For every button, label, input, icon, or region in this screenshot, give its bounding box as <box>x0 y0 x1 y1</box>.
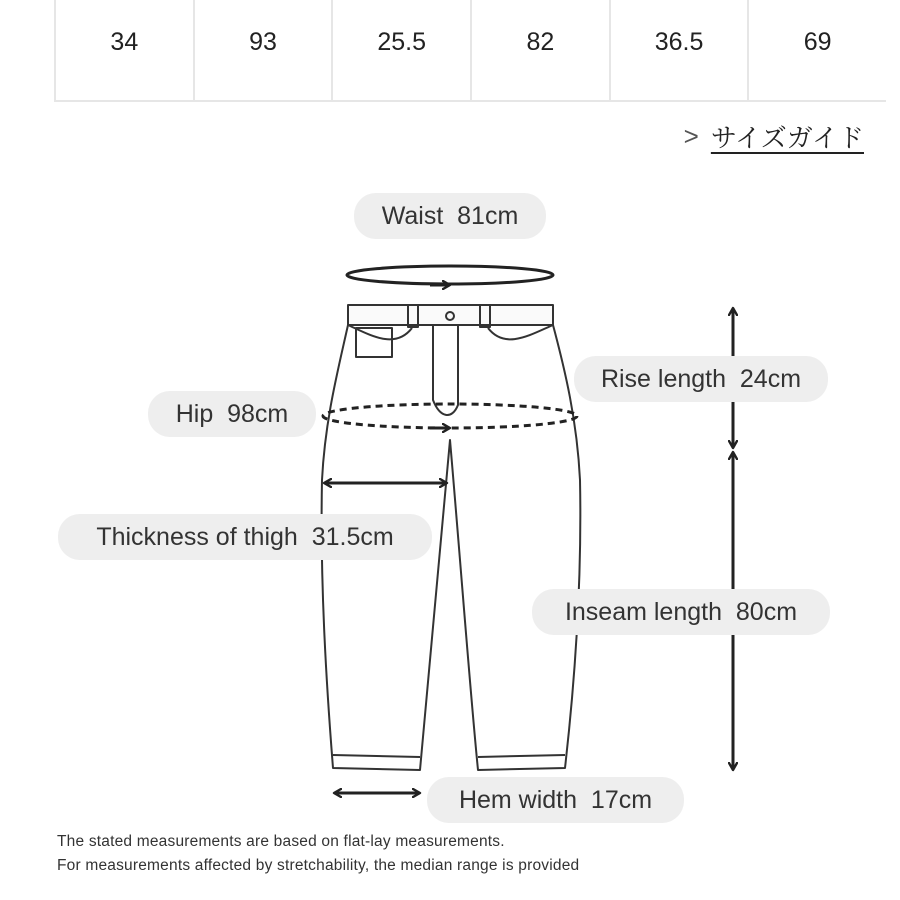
measurement-notes <box>57 830 579 878</box>
table-cell: 82 <box>472 0 611 100</box>
size-guide-label: サイズガイド <box>710 123 864 153</box>
table-cell: 69 <box>803 27 832 56</box>
table-cell: 34 <box>56 0 195 100</box>
hip-measure-line <box>323 404 577 428</box>
waist-measure-line <box>347 266 553 284</box>
rise-label: Rise length 24cm <box>574 356 828 402</box>
thigh-label: Thickness of thigh 31.5cm <box>58 514 432 560</box>
note-line: For measurements affected by stretchability, the median range is provided <box>57 857 580 874</box>
hip-label: Hip 98cm <box>148 391 316 437</box>
hem-label: Hem width 17cm <box>427 777 684 823</box>
table-cell: 25.5 <box>333 0 472 100</box>
chevron-right-icon: > <box>683 121 699 151</box>
table-cell: 93 <box>195 0 334 100</box>
inseam-label: Inseam length 80cm <box>532 589 830 635</box>
note-line: The stated measurements are based on flat-lay measurements. <box>57 833 505 850</box>
waist-label: Waist 81cm <box>354 193 546 239</box>
table-cell: 36.5 <box>611 0 750 100</box>
